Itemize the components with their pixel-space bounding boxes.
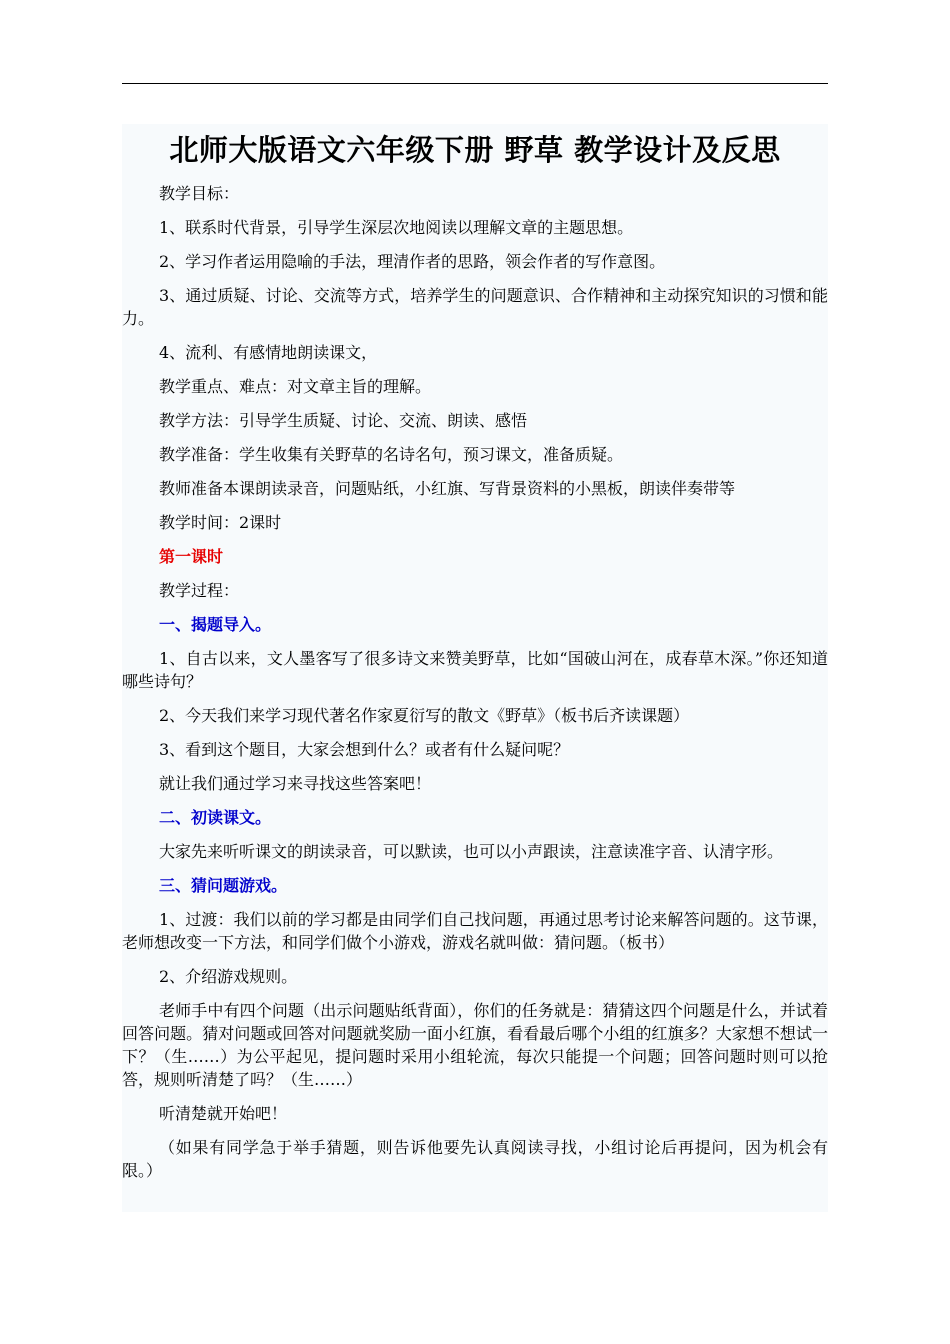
paragraph-methods: 教学方法：引导学生质疑、讨论、交流、朗读、感悟 — [159, 411, 528, 430]
paragraph-key-points: 教学重点、难点：对文章主旨的理解。 — [159, 377, 432, 396]
paragraph-game-note: （如果有同学急于举手猜题，则告诉他要先认真阅读寻找，小组讨论后再提问，因为机会有限。） — [122, 1138, 828, 1180]
document-title: 北师大版语文六年级下册 野草 教学设计及反思 — [169, 133, 781, 167]
paragraph-intro-3: 3、看到这个题目，大家会想到什么？或者有什么疑问呢？ — [159, 740, 570, 759]
paragraph-process: 教学过程： — [159, 581, 240, 600]
paragraph-goal-1: 1、联系时代背景，引导学生深层次地阅读以理解文章的主题思想。 — [159, 218, 634, 237]
paragraph-game-start: 听清楚就开始吧！ — [159, 1104, 288, 1123]
heading-guess-game: 三、猜问题游戏。 — [159, 876, 288, 895]
paragraph-teaching-goals: 教学目标： — [159, 184, 240, 203]
paragraph-intro-4: 就让我们通过学习来寻找这些答案吧！ — [159, 774, 432, 793]
paragraph-time: 教学时间：2课时 — [159, 513, 282, 532]
paragraph-game-rules: 老师手中有四个问题（出示问题贴纸背面），你们的任务就是：猜猜这四个问题是什么，并试着回答问题。猜对问题或回答对问题就奖励一面小红旗，看看最后哪个小组的红旗多？大家想不想试一下？（生……）为公平起见，提问题时采用小组轮流，每次只能提一个问题；回答问题时则可以抢答，规则听清楚了吗？（生……） — [122, 1001, 828, 1089]
paragraph-goal-3: 3、通过质疑、讨论、交流等方式，培养学生的问题意识、合作精神和主动探究知识的习惯和能力。 — [122, 286, 828, 328]
header-rule — [122, 83, 828, 84]
paragraph-goal-4: 4、流利、有感情地朗读课文， — [159, 343, 378, 362]
heading-intro: 一、揭题导入。 — [159, 615, 272, 634]
paragraph-intro-2: 2、今天我们来学习现代著名作家夏衍写的散文《野草》（板书后齐读课题） — [159, 706, 690, 725]
section-first-lesson: 第一课时 — [159, 547, 224, 566]
paragraph-intro-1: 1、自古以来，文人墨客写了很多诗文来赞美野草，比如“国破山河在，成春草木深。”你还知道哪些诗句？ — [122, 649, 828, 691]
paragraph-teacher-prep: 教师准备本课朗读录音，问题贴纸，小红旗、写背景资料的小黑板，朗读伴奏带等 — [159, 479, 736, 498]
heading-first-reading: 二、初读课文。 — [159, 808, 272, 827]
paragraph-game-1: 1、过渡：我们以前的学习都是由同学们自己找问题，再通过思考讨论来解答问题的。这节课，老师想改变一下方法，和同学们做个小游戏，游戏名就叫做：猜问题。（板书） — [122, 910, 828, 952]
paragraph-student-prep: 教学准备：学生收集有关野草的名诗名句，预习课文，准备质疑。 — [159, 445, 624, 464]
paragraph-first-reading: 大家先来听听课文的朗读录音，可以默读，也可以小声跟读，注意读准字音、认清字形。 — [159, 842, 784, 861]
paragraph-goal-2: 2、学习作者运用隐喻的手法，理清作者的思路，领会作者的写作意图。 — [159, 252, 666, 271]
paragraph-game-2: 2、介绍游戏规则。 — [159, 967, 298, 986]
document-body — [122, 124, 828, 1212]
